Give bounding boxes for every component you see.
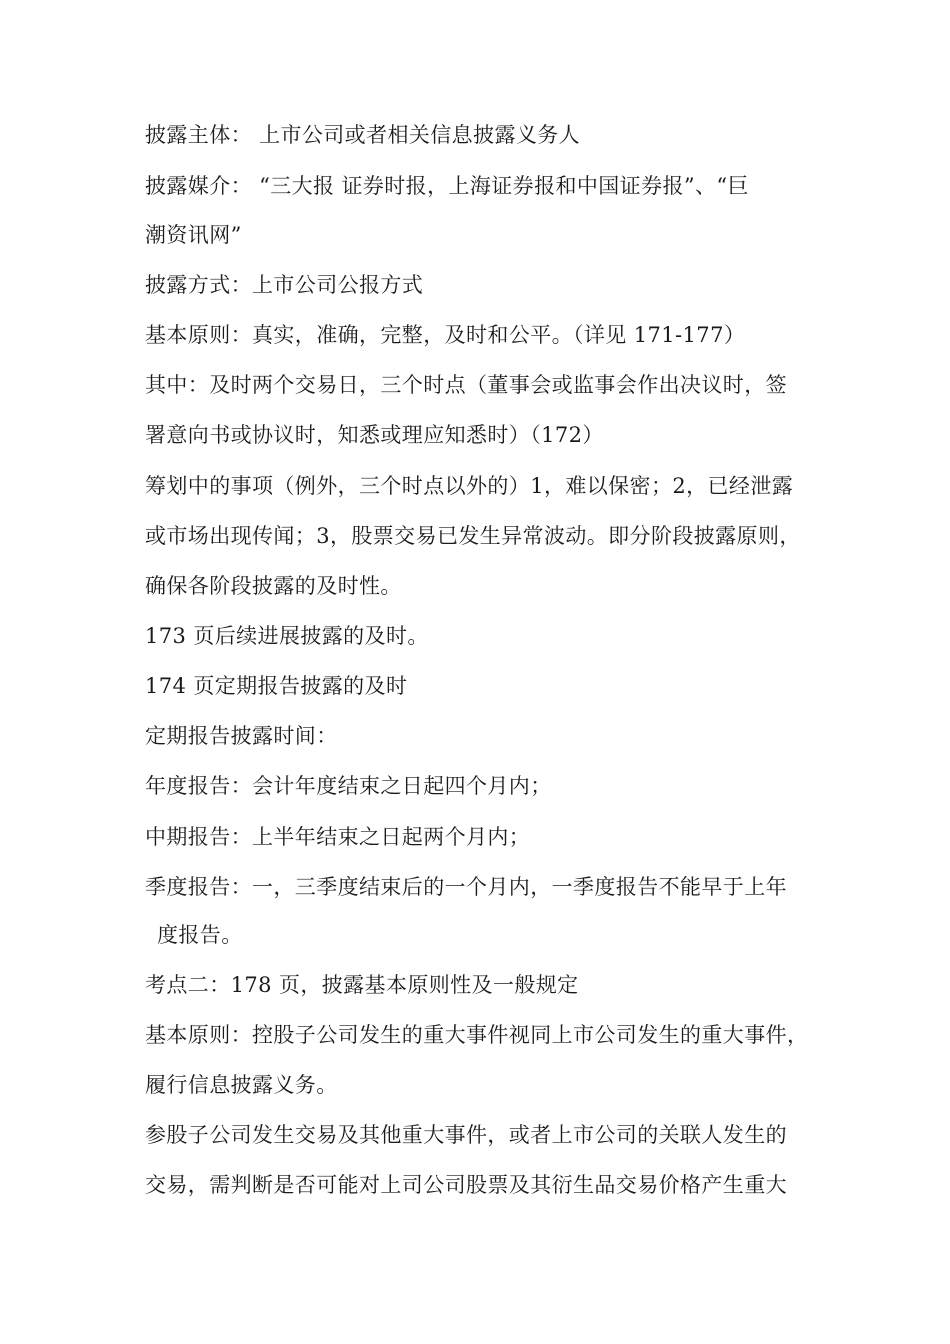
text-line-planned-matters: 筹划中的事项（例外，三个时点以外的）1，难以保密；2，已经泄露	[145, 474, 794, 498]
text-line-quarterly-report: 季度报告：一，三季度结束后的一个月内，一季度报告不能早于上年	[145, 875, 787, 899]
text-line-basic-principles: 基本原则：真实，准确，完整，及时和公平。（详见 171-177）	[145, 323, 746, 347]
text-line-periodic-report-time: 定期报告披露时间：	[145, 724, 338, 748]
text-line-annual-report: 年度报告：会计年度结束之日起四个月内；	[145, 774, 552, 798]
text-line-principle-subsidiary: 基本原则：控股子公司发生的重大事件视同上市公司发生的重大事件，	[145, 1023, 809, 1047]
text-line-disclosure-subject: 披露主体： 上市公司或者相关信息披露义务人	[145, 123, 581, 147]
text-line-timeliness-cont: 署意向书或协议时，知悉或理应知悉时）（172）	[145, 423, 604, 447]
text-line-planned-matters-cont: 或市场出现传闻；3，股票交易已发生异常波动。即分阶段披露原则，	[145, 524, 801, 548]
text-line-page-173: 173 页后续进展披露的及时。	[145, 624, 429, 648]
text-line-timeliness: 其中：及时两个交易日，三个时点（董事会或监事会作出决议时，签	[145, 373, 787, 397]
text-line-interim-report: 中期报告：上半年结束之日起两个月内；	[145, 825, 531, 849]
text-line-disclosure-media: 披露媒介： “三大报 证券时报，上海证券报和中国证券报”、“巨	[145, 174, 749, 198]
text-line-associate-company-cont: 交易，需判断是否可能对上司公司股票及其衍生品交易价格产生重大	[145, 1173, 787, 1197]
text-line-disclosure-method: 披露方式：上市公司公报方式	[145, 273, 424, 297]
text-line-exam-point-two: 考点二：178 页，披露基本原则性及一般规定	[145, 973, 579, 997]
text-line-disclosure-media-cont: 潮资讯网”	[145, 223, 242, 247]
text-line-principle-subsidiary-cont: 履行信息披露义务。	[145, 1073, 338, 1097]
text-line-planned-matters-end: 确保各阶段披露的及时性。	[145, 574, 402, 598]
text-line-associate-company: 参股子公司发生交易及其他重大事件，或者上市公司的关联人发生的	[145, 1123, 787, 1147]
text-line-page-174: 174 页定期报告披露的及时	[145, 674, 408, 698]
text-line-quarterly-report-cont: 度报告。	[157, 923, 243, 947]
